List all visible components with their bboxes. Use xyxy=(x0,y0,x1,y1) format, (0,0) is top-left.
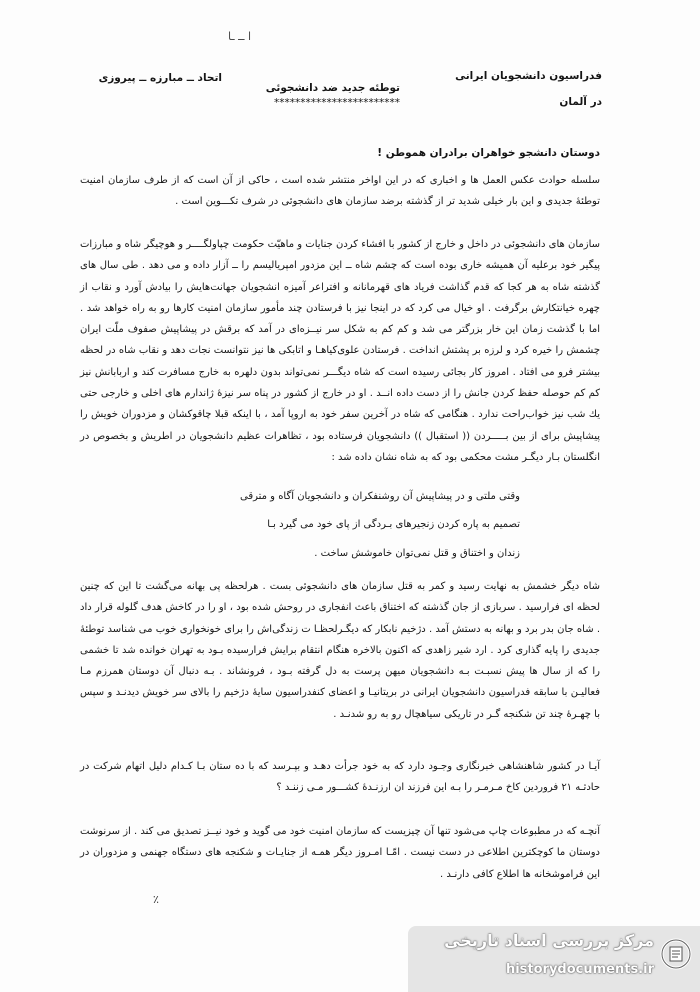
motto: اتحاد ــ مبارزه ــ پیروزی xyxy=(98,72,222,84)
watermark-title: مرکز بررسی اسناد تاریخی xyxy=(444,931,654,950)
quoted-verse-1: وقتی ملتی و در پیشاپیش آن روشنفکران و دانشجویان آگاه و مترقی xyxy=(240,491,520,502)
paragraph-4: آیـا در کشور شاهنشاهی خبرنگاری وجـود دارد که به خود جرأت دهـد و بپـرسد که با ده ستان بـا کـدام دلیل اتهام شرکت در حادثـه ۲۱ فروردین کاخ مـرمـر را بـه این فرزند ان ارزنـدهٔ کشـــور مـی زننـد ؟ xyxy=(80,761,600,794)
organization-name: فدراسیون دانشجویان ایرانی xyxy=(455,70,602,82)
salutation: دوستان دانشجو خواهران برادران هموطن ! xyxy=(377,147,600,159)
paragraph-5: آنچـه که در مطبوعات چاپ می‌شود تنها آن چیزیست که سازمان امنیت خود می گوید و خود نیــز تصدیق می کند . از سرنوشت دوستان ما کوچکترین اطلاعی در دست نیست . امّـا امـروز دیگر همـه از جنایـات و شکنجه های دستگاه جهنمی و مزدوران در این فراموشخانه ها اطلاع کافی دارنـد . xyxy=(80,826,600,880)
archive-seal-icon xyxy=(660,938,692,970)
paragraph-2: سازمان های دانشجوئی در داخل و خارج از کشور با افشاء کردن جنایات و ماهیّت حکومت چپاولگــــر و هوچیگر شاه و مبارزات پیگیر خود برعلیه آن همیشه خاری بوده است که چشم شاه ــ این مزدور امپریالیسم را ــ آزار داده و می دهد . طی سال های گذشته شاه به هر کجا که قدم گذاشت فریاد های قهرمانانه و افتراعر آمیزه انشجویان جهانت‌هایش را بیادش آورد و نقاب از چهره خیانتکارش برگرفت . او خیال می کرد که در اینجا نیز با فرستادن چند مأمور سازمان امنیت کارها رو به راه خواهد شد . اما با گذشت زمان این خار بزرگتر می شد و کم کم به شکل سر نیــزه‌ای در آمد که برقش در پیشاپیش صفوف ملّت ایران چشمش را خیره کرد و لرزه بر پشتش انداخت . فرستادن علوی‌کیاهـا و اتابکی ها نیز نتوانست نجات دهد و نقاب شاه در لحظه بیشتر فرو می افتاد . امروز کار بجائی رسیده است که شاه دیگـــر نمی‌تواند بدون دلهره به خارج مسافرت کند و اربابانش نیز کم کم حوصله حفظ کردن جانش را از دست داده انــد . او در خارج از کشور در پناه سر نیزهٔ ژاندارم های اخلی و خارجی حتی یك شب نیز خواب‌راحت ندارد . هنگامی که شاه در آخرین سفر خود به اروپا آمد ، با اینکه قبلا چاقوکشان و مزدوران خویش را پیشاپیش برای از بین بـــــردن (( استقبال )) دانشجویان فرستاده بود ، تظاهرات عظیم دانشجویان در اطریش و بخصوص در انگلستان بـار دیگـر مشت محکمی بود که به شاه نشان داده شد : xyxy=(80,239,600,463)
archive-watermark xyxy=(408,926,700,992)
paragraph-1: سلسله حوادث عکس العمل ها و اخباری که در این اواخر منتشر شده است ، حاکی از آن است که از طرف سازمان امنیت توطئهٔ جدیدی و این بار خیلی شدید تر از گذشته برضد سازمان های دانشجوئی در شرف تکـــوین است . xyxy=(80,175,600,208)
document-title: توطئه جدید ضد دانشجوئی xyxy=(265,82,400,94)
title-underline-stars: ************************ xyxy=(274,97,400,109)
page-mark: ٪ xyxy=(153,893,159,906)
quoted-verse-3: زندان و اختناق و قتل نمی‌توان خاموشش ساخت . xyxy=(314,548,520,559)
organization-location: در آلمان xyxy=(559,96,602,108)
paragraph-3: شاه دیگر خشمش به نهایت رسید و کمر به قتل سازمان های دانشجوئی بست . هرلحظه پی بهانه می‌گشت تا این که چنین لحظه ای فرارسید . سربازی از جان گذشته که اختناق باعث انفجاری در روحش شده بود ، او را در کاخش هدف گلوله قرار داد . شاه جان بدر برد و بهانه به دستش آمد . دژخیم نابکار که دیگـرلحظـا ت زندگی‌اش را برای خونخواری خوب می شناسد توطئه‌ٔ جدیدی را پایه گذاری کرد . ارد شیر زاهدی که اکنون بالاخره هنگام انتقام برایش فرارسیده بـود به تهران خوانده شد تا خشمی را که از سال ها پیش نسبـت بـه دانشجویان میهن پرست به دل گرفته بـود ، فرونشاند . بـه دنبال آن دوستان همرزم مـا فعالیـن با سابقه فدراسیون دانشجویان ایرانی در بریتانیـا و اعضای کنفدراسیون سایهٔ دژخیم را بالای سر خویش دیدنـد و سپس با چهـرهٔ چند تن شکنجه گـر در تاریکی سیاهچال رو به رو شدنـد . xyxy=(80,581,600,720)
quoted-verse-2: تصمیم به پاره کردن زنجیرهای بـردگی از پای خود می گیرد بـا xyxy=(267,519,520,530)
top-scribble: ا ــ ـا xyxy=(228,30,252,43)
watermark-url[interactable]: historydocuments.ir xyxy=(505,962,654,977)
